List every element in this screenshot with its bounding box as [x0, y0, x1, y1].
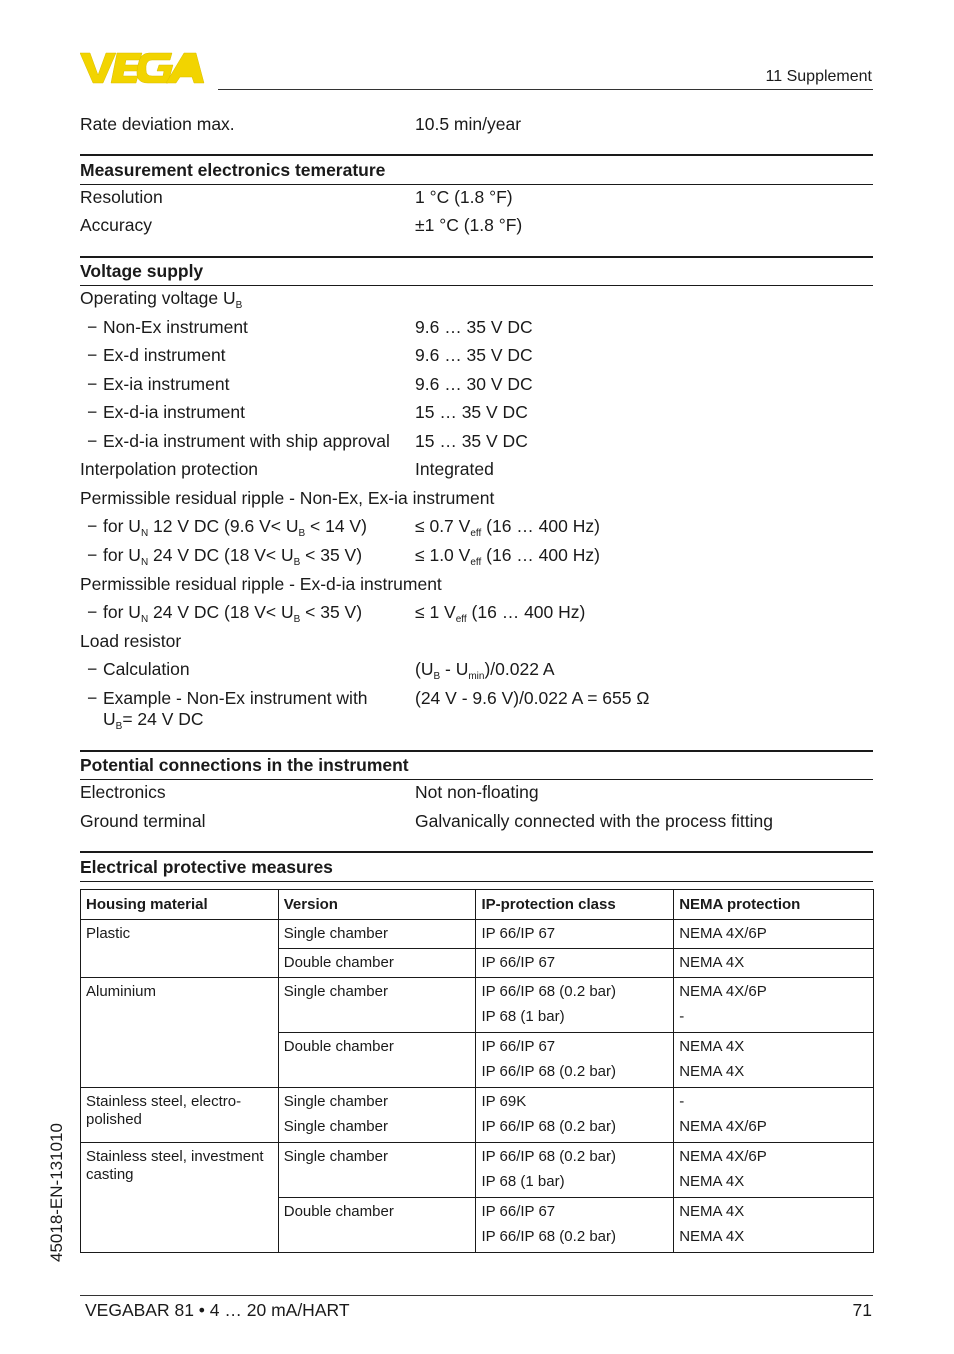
protection-table	[80, 889, 874, 1253]
voltage-item-label: Ex-d-ia instrument	[103, 402, 245, 422]
list-dash: −	[87, 688, 98, 708]
accuracy-value: ±1 °C (1.8 °F)	[415, 215, 523, 235]
voltage-item-label: Non-Ex instrument	[103, 317, 248, 337]
table-row	[81, 978, 874, 1033]
ripple-exdia-label: Permissible residual ripple - Ex-d-ia instrument	[80, 574, 442, 594]
voltage-item-value: 9.6 … 35 V DC	[415, 317, 533, 337]
ripple-12v-label: for $U_N$ 12 V DC (9.6 $V< U_B < 14$ V)	[103, 516, 367, 539]
calculation-value: $(U_B - U_{min})/0.022$ A	[415, 659, 555, 682]
ip-cell: IP 66/IP 67	[476, 920, 674, 949]
load-resistor-label: Load resistor	[80, 631, 182, 651]
section-rule	[80, 881, 873, 882]
housing-cell: Stainless steel, electro-polished	[81, 1088, 279, 1143]
example-label-cont: $U_B= 24$ V DC	[103, 709, 204, 732]
ip-cell: IP 66/IP 67 IP 66/IP 68 (0.2 bar)	[476, 1033, 674, 1088]
section-rule	[80, 851, 873, 853]
nema-cell: NEMA 4X	[674, 949, 874, 978]
list-dash: −	[87, 317, 98, 337]
interpolation-label: Interpolation protection	[80, 459, 259, 479]
list-dash: −	[87, 345, 98, 365]
column-header: IP-protection class	[476, 890, 674, 920]
document-id: 45018-EN-131010	[47, 1123, 66, 1262]
ripple-12v-value: ≤ 0.7 $V_{eff}$ (16 … 400 Hz)	[415, 516, 600, 539]
example-value: (24 V - 9.6 V)/0.022 A = 655 Ω	[415, 688, 650, 708]
ip-cell: IP 66/IP 68 (0.2 bar) IP 68 (1 bar)	[476, 978, 674, 1033]
version-cell: Single chamber	[278, 920, 476, 949]
version-cell: Single chamber Single chamber	[278, 1088, 476, 1143]
section-label: 11 Supplement	[765, 68, 872, 85]
example-label: Example - Non-Ex instrument with	[103, 688, 368, 708]
list-dash: −	[87, 431, 98, 451]
table-row	[81, 1143, 874, 1198]
operating-voltage-label: Operating voltage $U_B$	[80, 288, 243, 311]
table-row	[81, 920, 874, 949]
vega-logo	[80, 51, 212, 85]
ripple-nonex-label: Permissible residual ripple - Non-Ex, Ex-ia instrument	[80, 488, 495, 508]
page-number: 71	[852, 1300, 872, 1320]
ip-cell: IP 66/IP 67	[476, 949, 674, 978]
resolution-value: 1 °C (1.8 °F)	[415, 187, 513, 207]
ip-cell: IP 66/IP 68 (0.2 bar) IP 68 (1 bar)	[476, 1143, 674, 1198]
rate-value: 10.5 min/year	[415, 114, 522, 134]
voltage-item-value: 9.6 … 35 V DC	[415, 345, 533, 365]
housing-cell: Aluminium	[81, 978, 279, 1088]
list-dash: −	[87, 374, 98, 394]
list-dash: −	[87, 402, 98, 422]
section-rule	[80, 750, 873, 752]
interpolation-value: Integrated	[415, 459, 494, 479]
product-name: VEGABAR 81 • 4 … 20 mA/HART	[85, 1300, 350, 1320]
column-header: Housing material	[81, 890, 279, 920]
potential-section-title: Potential connections in the instrument	[80, 755, 409, 775]
section-rule	[80, 184, 873, 185]
rate-label: Rate deviation max.	[80, 114, 235, 134]
voltage-item-value: 9.6 … 30 V DC	[415, 374, 533, 394]
electronics-value: Not non-floating	[415, 782, 539, 802]
ripple-exdia-24v-label: for $U_N$ 24 V DC (18 $V< U_B < 35$ V)	[103, 602, 363, 625]
nema-cell: - NEMA 4X/6P	[674, 1088, 874, 1143]
accuracy-label: Accuracy	[80, 215, 152, 235]
nema-cell: NEMA 4X NEMA 4X	[674, 1198, 874, 1253]
voltage-item-value: 15 … 35 V DC	[415, 402, 528, 422]
version-cell: Double chamber	[278, 1198, 476, 1253]
nema-cell: NEMA 4X/6P NEMA 4X	[674, 1143, 874, 1198]
voltage-section-title: Voltage supply	[80, 261, 204, 281]
footer-rule	[80, 1295, 873, 1296]
section-rule	[80, 256, 873, 258]
version-cell: Double chamber	[278, 949, 476, 978]
voltage-item-label: Ex-ia instrument	[103, 374, 230, 394]
ripple-24v-value: ≤ 1.0 $V_{eff}$ (16 … 400 Hz)	[415, 545, 600, 568]
version-cell: Single chamber	[278, 978, 476, 1033]
ripple-24v-label: for $U_N$ 24 V DC (18 $V< U_B < 35$ V)	[103, 545, 363, 568]
voltage-item-label: Ex-d-ia instrument with ship approval	[103, 431, 390, 451]
ip-cell: IP 69K IP 66/IP 68 (0.2 bar)	[476, 1088, 674, 1143]
temp-section-title: Measurement electronics temerature	[80, 160, 386, 180]
column-header: Version	[278, 890, 476, 920]
version-cell: Single chamber	[278, 1143, 476, 1198]
voltage-item-value: 15 … 35 V DC	[415, 431, 528, 451]
protective-section-title: Electrical protective measures	[80, 857, 333, 877]
table-header-row	[81, 890, 874, 920]
ground-terminal-value: Galvanically connected with the process fitting	[415, 811, 773, 831]
list-dash: −	[87, 602, 98, 622]
electronics-label: Electronics	[80, 782, 166, 802]
nema-cell: NEMA 4X/6P	[674, 920, 874, 949]
voltage-item-label: Ex-d instrument	[103, 345, 226, 365]
section-rule	[80, 154, 873, 156]
nema-cell: NEMA 4X/6P -	[674, 978, 874, 1033]
column-header: NEMA protection	[674, 890, 874, 920]
housing-cell: Plastic	[81, 920, 279, 978]
ip-cell: IP 66/IP 67 IP 66/IP 68 (0.2 bar)	[476, 1198, 674, 1253]
nema-cell: NEMA 4X NEMA 4X	[674, 1033, 874, 1088]
list-dash: −	[87, 659, 98, 679]
logo-text: VEGA	[80, 51, 83, 52]
ripple-exdia-24v-value: ≤ 1 $V_{eff}$ (16 … 400 Hz)	[415, 602, 586, 625]
section-rule	[80, 285, 873, 286]
list-dash: −	[87, 545, 98, 565]
resolution-label: Resolution	[80, 187, 163, 207]
calculation-label: Calculation	[103, 659, 190, 679]
section-rule	[80, 779, 873, 780]
list-dash: −	[87, 516, 98, 536]
table-row	[81, 1088, 874, 1143]
header-rule	[218, 89, 873, 90]
housing-cell: Stainless steel, investment casting	[81, 1143, 279, 1253]
ground-terminal-label: Ground terminal	[80, 811, 206, 831]
version-cell: Double chamber	[278, 1033, 476, 1088]
